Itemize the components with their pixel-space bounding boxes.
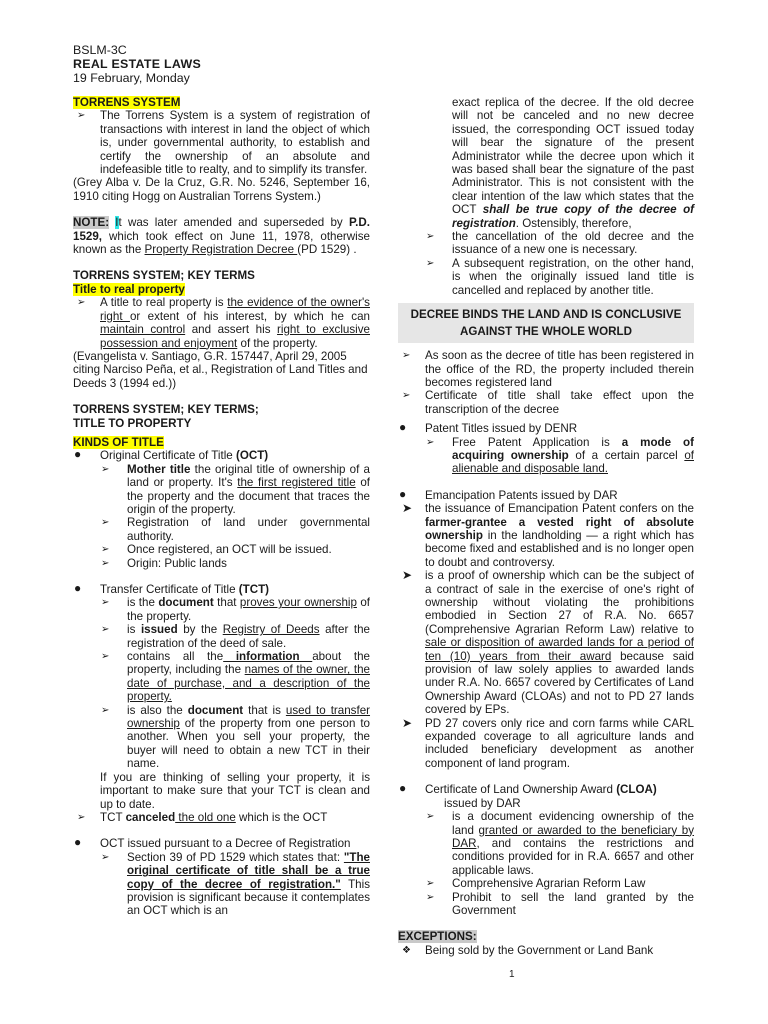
heading-key-terms-2b: TITLE TO PROPERTY — [73, 416, 192, 430]
arrow-bullet-icon: ➢ — [426, 436, 435, 448]
arrow-bullet-icon: ➤ — [402, 568, 413, 583]
arrow-bullet-icon: ➢ — [101, 624, 110, 636]
cloa-carl: ➢ Comprehensive Agrarian Reform Law — [426, 877, 646, 891]
arrow-bullet-icon: ➢ — [77, 297, 86, 309]
oct-registration: ➢ Registration of land under governmental authority. — [101, 516, 370, 543]
arrow-bullet-icon: ➢ — [101, 463, 110, 475]
lecture-date: 19 February, Monday — [73, 71, 190, 85]
dot-bullet-icon: ● — [399, 781, 407, 796]
dot-bullet-icon: ● — [74, 581, 82, 595]
dot-bullet-icon: ● — [74, 835, 82, 850]
heading-torrens-system: TORRENS SYSTEM — [73, 96, 181, 109]
arrow-bullet-icon: ➢ — [101, 851, 110, 863]
arrow-bullet-icon: ➤ — [402, 715, 413, 730]
patent-titles-item: ● Patent Titles issued by DENR — [399, 420, 578, 436]
arrow-bullet-icon: ➢ — [77, 110, 86, 122]
arrow-bullet-icon: ➢ — [101, 597, 110, 609]
arrow-bullet-icon: ➢ — [101, 544, 110, 556]
heading-key-terms-2a: TORRENS SYSTEM; KEY TERMS; — [73, 403, 259, 417]
tct-issued: ➢ is issued by the Registry of Deeds after the registration of the deed of sale. — [101, 623, 370, 650]
cloa-issuer: issued by DAR — [444, 796, 521, 810]
diamond-bullet-icon: ❖ — [402, 944, 411, 956]
section-39: ➢ Section 39 of PD 1529 which states that: "The original certificate of title shall be a true copy of the decree of registration." This provision is significant because it contemplates an OCT which is an — [101, 850, 370, 918]
arrow-bullet-icon: ➢ — [402, 350, 411, 362]
arrow-bullet-icon: ➢ — [426, 231, 435, 243]
subsequent-registration: ➢ A subsequent registration, on the other hand, is when the originally issued land title is cancelled and replaced by another title. — [426, 256, 694, 297]
note-paragraph: NOTE: It was later amended and superseded by P.D. 1529, which took effect on June 11, 1978, otherwise known as the Property Registration Decree (PD 1529) . — [73, 216, 370, 257]
arrow-bullet-icon: ➢ — [101, 557, 110, 569]
arrow-bullet-icon: ➢ — [402, 390, 411, 402]
arrow-bullet-icon: ➢ — [426, 257, 435, 269]
pd27-coverage: ➤ PD 27 covers only rice and corn farms while CARL expanded coverage to all agriculture lands and included beneficiary development as another component of land program. — [402, 715, 694, 770]
exception-item: ❖ Being sold by the Government or Land Bank — [402, 943, 654, 957]
tct-transfer: ➢ is also the document that is used to transfer ownership of the property from one person to another. When you sell your property, the buyer will need to obtain a new TCT in their name. — [101, 703, 371, 771]
class-section: BSLM-3C — [73, 43, 127, 57]
cloa-item: ● Certificate of Land Ownership Award (CLOA) — [399, 781, 657, 797]
certificate-effect: ➢ Certificate of title shall take effect upon the transcription of the decree — [402, 389, 694, 416]
dot-bullet-icon: ● — [399, 486, 407, 501]
decree-registered: ➢ As soon as the decree of title has been registered in the office of the RD, the property included therein becomes registered land — [402, 349, 694, 389]
course-title: REAL ESTATE LAWS — [73, 57, 202, 71]
tct-item: ● Transfer Certificate of Title (TCT) — [74, 581, 270, 596]
arrow-bullet-icon: ➢ — [101, 517, 110, 529]
oct-pursuant-item: ● OCT issued pursuant to a Decree of Registration — [74, 835, 351, 851]
arrow-bullet-icon: ➤ — [402, 501, 413, 516]
torrens-citation: (Grey Alba v. De la Cruz, G.R. No. 5246, September 16, 1910 citing Hogg on Australian Torrens System.) — [73, 176, 370, 203]
dot-bullet-icon: ● — [74, 447, 82, 462]
title-definition: ➢ A title to real property is the evidence of the owner's right or extent of his interest, by which he can maintain control and assert his right to exclusive possession and enjoyment of the property. — [77, 296, 370, 350]
oct-mother-title: ➢ Mother title the original title of ownership of a land or property. It's the first registered title of the property and the document that traces the origin of the property. — [101, 462, 370, 516]
heading-exceptions: EXCEPTIONS: — [398, 930, 477, 944]
oct-origin: ➢ Origin: Public lands — [101, 556, 227, 570]
heading-key-terms: TORRENS SYSTEM; KEY TERMS — [73, 269, 255, 283]
right-column — [398, 96, 694, 957]
section-box-heading: DECREE BINDS THE LAND AND IS CONCLUSIVE AGAINST THE WHOLE WORLD — [398, 303, 694, 343]
left-column — [73, 96, 370, 918]
ep-proof-ownership: ➤ is a proof of ownership which can be the subject of a contract of sale in the exercise of one's right of ownership without violating the prohibitions embodied in Section 27 of R.A. No. 6657 (Comprehensive Agrarian Reform Law) relative to sale or disposition of awarded lands for a period of ten (10) years from their award because said provision of law solely applies to awarded lands under R.A. No. 6657 covered by Certificates of Land Ownership Award (CLOAs) and not to PD 27 lands covered by EPs. — [402, 568, 694, 717]
arrow-bullet-icon: ➢ — [77, 811, 86, 823]
emancipation-patents-item: ● Emancipation Patents issued by DAR — [399, 486, 618, 502]
section-39-continued: exact replica of the decree. If the old decree will not be canceled and no new decree issued, the corresponding OCT issued today will bear the signature of the present Administrator while the decree upon which it was based shall bear the signature of the past Administrator. This is not consistent with the clear intention of the law which states that the OCT shall be true copy of the decree of registration. Ostensibly, therefore, — [452, 96, 695, 230]
arrow-bullet-icon: ➢ — [426, 891, 435, 903]
tct-document: ➢ is the document that proves your ownership of the property. — [101, 596, 371, 623]
document-header — [73, 43, 201, 85]
cloa-document: ➢ is a document evidencing ownership of the land granted or awarded to the beneficiary by DAR, and contains the restrictions and conditions provided for in R.A. 6657 and other applicable laws. — [426, 810, 695, 877]
free-patent-item: ➢ Free Patent Application is a mode of acquiring ownership of a certain parcel of alienable and disposable land. — [426, 435, 694, 476]
heading-title-real-property: Title to real property — [73, 282, 185, 296]
torrens-definition: ➢ The Torrens System is a system of registration of transactions with interest in land the object of which is, under governmental authority, to establish and certify the ownership of an absolute and indefeasible title to realty, and to simplify its transfer. — [77, 109, 370, 177]
arrow-bullet-icon: ➢ — [101, 651, 110, 663]
title-citation: (Evangelista v. Santiago, G.R. 157447, April 29, 2005 citing Narciso Peña, et al., Registration of Land Titles and Deeds 3 (1994 ed.)) — [73, 349, 368, 390]
arrow-bullet-icon: ➢ — [426, 878, 435, 890]
oct-item: ● Original Certificate of Title (OCT) — [74, 447, 269, 463]
arrow-bullet-icon: ➢ — [426, 811, 435, 823]
dot-bullet-icon: ● — [399, 420, 407, 435]
tct-canceled: ➢ TCT canceled the old one which is the OCT — [77, 810, 328, 824]
arrow-bullet-icon: ➢ — [101, 704, 110, 716]
page-number: 1 — [509, 969, 515, 980]
heading-kinds-of-title: KINDS OF TITLE — [73, 435, 164, 449]
cloa-prohibit: ➢ Prohibit to sell the land granted by the Government — [426, 890, 694, 917]
ep-vested-right: ➤ the issuance of Emancipation Patent confers on the farmer-grantee a vested right of absolute ownership in the landholding — a right which has become fixed and established and is no longer open to doubt and controversy. — [402, 501, 694, 569]
oct-once-registered: ➢ Once registered, an OCT will be issued. — [101, 543, 332, 557]
cancellation-item: ➢ the cancellation of the old decree and the issuance of a new one is necessary. — [426, 230, 694, 257]
tct-information: ➢ contains all the information about the property, including the names of the owner, the date of purchase, and a description of the property. — [101, 650, 371, 704]
tct-note: If you are thinking of selling your property, it is important to make sure that your TCT is clean and up to date. — [100, 770, 370, 811]
